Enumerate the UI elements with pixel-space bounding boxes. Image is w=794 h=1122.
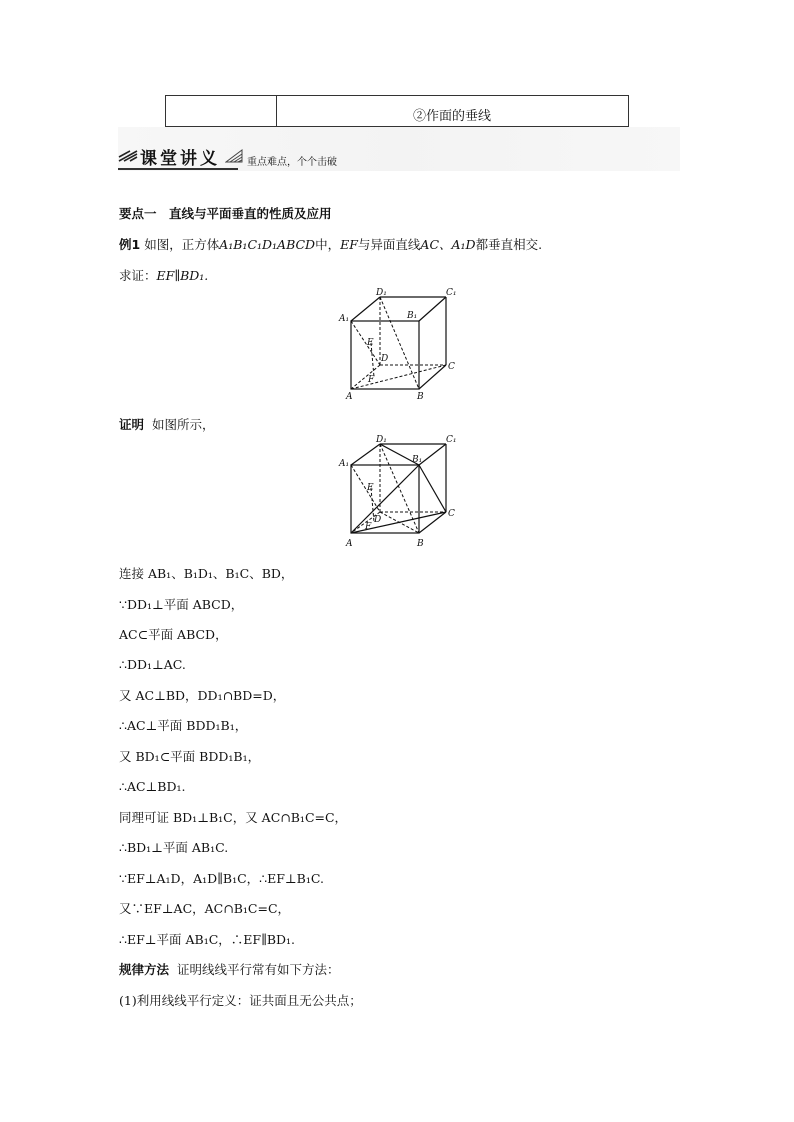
label-c1: C₁ — [446, 435, 457, 445]
proof-step: ∴AC⊥平面 BDD₁B₁， — [119, 718, 248, 733]
proof-step: 同理可证 BD₁⊥B₁C，又 AC∩B₁C=C， — [119, 810, 348, 825]
label-d: D — [374, 515, 382, 525]
proof-step: ∴AC⊥BD₁. — [119, 779, 186, 794]
prove-label: 求证： — [119, 268, 157, 283]
example-text: 与异面直线 — [357, 237, 421, 252]
label-a: A — [346, 539, 353, 549]
label-a1: A₁ — [339, 459, 350, 469]
banner-subtitle: 重点难点，个个击破 — [247, 157, 337, 168]
label-d1: D₁ — [376, 435, 387, 445]
label-a1: A₁ — [339, 314, 350, 324]
proof-intro: 如图所示， — [151, 417, 215, 432]
method-line — [119, 962, 339, 978]
label-c1: C₁ — [446, 288, 457, 298]
label-b: B — [417, 539, 424, 549]
label-c: C — [448, 362, 455, 372]
proof-step: ∵DD₁⊥平面 ABCD， — [119, 597, 244, 612]
example-statement — [119, 237, 542, 253]
hatch-icon — [118, 149, 138, 163]
method-label: 规律方法 — [119, 962, 170, 977]
label-f: F — [368, 375, 375, 385]
label-b1: B₁ — [407, 311, 418, 321]
cube-figure-2 — [336, 432, 461, 550]
cube-figure-1 — [336, 285, 461, 401]
label-f: F — [365, 522, 372, 532]
label-d1: D₁ — [376, 288, 387, 298]
label-a: A — [346, 392, 353, 401]
proof-step: ∵EF⊥A₁D，A₁D∥B₁C，∴EF⊥B₁C. — [119, 871, 324, 886]
prove-statement: EF∥BD₁. — [156, 268, 209, 283]
label-d: D — [381, 354, 389, 364]
cube-name: A₁B₁C₁D₁ABCD — [219, 237, 316, 252]
segment-ef: EF — [340, 237, 358, 252]
proof-label: 证明 — [119, 417, 145, 432]
label-e: E — [367, 483, 374, 493]
proof-intro-line — [119, 417, 214, 433]
proof-step: 连接 AB₁、B₁D₁、B₁C、BD， — [119, 566, 294, 581]
hatch-icon — [225, 149, 243, 163]
proof-step: ∴DD₁⊥AC. — [119, 657, 186, 672]
label-b: B — [417, 392, 424, 401]
method-item: (1)利用线线平行定义：证共面且无公共点； — [119, 993, 362, 1008]
top-table — [165, 95, 629, 127]
label-c: C — [448, 509, 455, 519]
proof-step: 又 BD₁⊂平面 BDD₁B₁， — [119, 749, 261, 764]
section-heading: 要点一 直线与平面垂直的性质及应用 — [119, 206, 332, 221]
skew-lines: AC、A₁D — [420, 237, 476, 252]
example-label: 例1 — [119, 237, 141, 252]
proof-step: AC⊂平面 ABCD， — [119, 627, 228, 642]
proof-step: ∴EF⊥平面 AB₁C，∴EF∥BD₁. — [119, 932, 296, 947]
proof-step: 又 AC⊥BD，DD₁∩BD=D， — [119, 688, 286, 703]
proof-step: ∴BD₁⊥平面 AB₁C. — [119, 840, 229, 855]
prove-line — [119, 268, 208, 284]
proof-step: 又∵EF⊥AC，AC∩B₁C=C， — [119, 901, 291, 916]
label-b1: B₁ — [412, 455, 423, 465]
table-cell: ②作面的垂线 — [412, 109, 491, 124]
example-text: 都垂直相交. — [475, 237, 543, 252]
example-intro: 如图，正方体 — [144, 237, 220, 252]
method-text: 证明线线平行常有如下方法： — [176, 962, 340, 977]
label-e: E — [367, 338, 374, 348]
banner-title: 课堂讲义 — [140, 149, 220, 169]
example-text: 中， — [315, 237, 341, 252]
